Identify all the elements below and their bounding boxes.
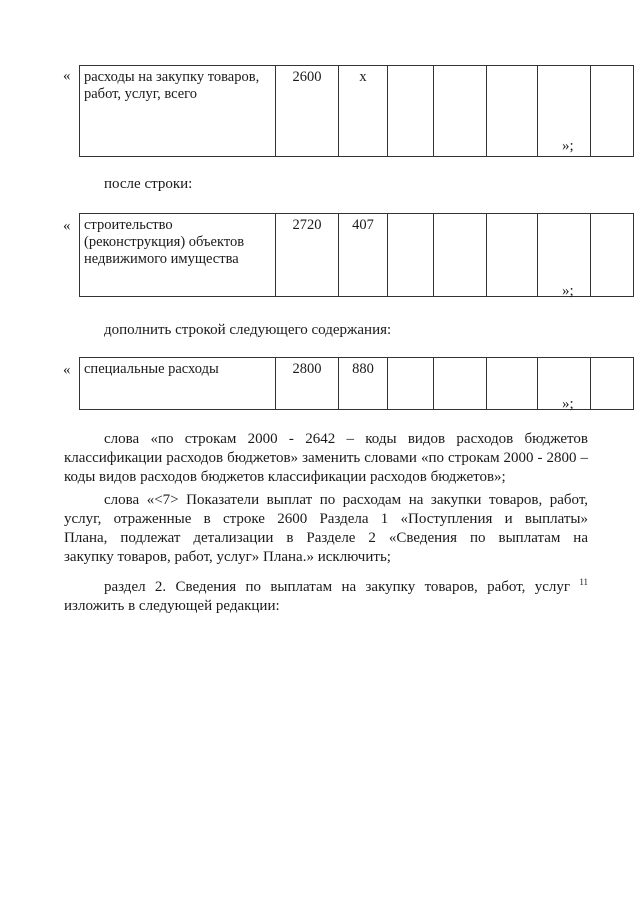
empty-cell [591, 358, 634, 410]
text-line [64, 573, 588, 597]
row-code: 2720 [276, 214, 339, 297]
footnote-mark: 11 [579, 577, 588, 587]
amendment-table-1 [79, 65, 634, 157]
row-code: 2800 [276, 358, 339, 410]
empty-cell [591, 214, 634, 297]
section-text: раздел 2. Сведения по выплатам на закупку товаров, работ, услуг [104, 579, 570, 595]
empty-cell [388, 358, 434, 410]
row-code-2: 880 [339, 358, 388, 410]
amendment-table-2 [79, 213, 634, 297]
add-line-label: дополнить строкой следующего содержания: [104, 322, 392, 338]
paragraph-remove-note [64, 491, 588, 567]
text-line: Плана, подлежат детализации в Разделе 2 «Сведения по выплатам на [64, 530, 588, 546]
text-line: коды видов расходов бюджетов классификации расходов бюджетов»; [64, 469, 506, 485]
paragraph-section-2 [64, 573, 588, 616]
empty-cell [487, 358, 538, 410]
row-name: специальные расходы [80, 358, 276, 410]
after-line-label: после строки: [104, 176, 193, 192]
empty-cell [487, 66, 538, 157]
row-code-2: х [339, 66, 388, 157]
empty-cell [434, 358, 487, 410]
empty-cell [388, 214, 434, 297]
paragraph-replace-words [64, 430, 588, 487]
empty-cell [388, 66, 434, 157]
closing-quote: »; [562, 138, 574, 154]
text-line: услуг, отраженные в строке 2600 Раздела 1 «Поступления и выплаты» [64, 511, 588, 527]
row-code-2: 407 [339, 214, 388, 297]
empty-cell [434, 214, 487, 297]
opening-quote: « [63, 68, 71, 84]
text-line: слова «по строкам 2000 - 2642 – коды видов расходов бюджетов [104, 431, 588, 447]
row-name: расходы на закупку товаров, работ, услуг, всего [80, 66, 276, 157]
text-line: изложить в следующей редакции: [64, 598, 280, 614]
opening-quote: « [63, 362, 71, 378]
empty-cell [591, 66, 634, 157]
empty-cell [434, 66, 487, 157]
amendment-table-3 [79, 357, 634, 410]
closing-quote: »; [562, 283, 574, 299]
text-line: классификации расходов бюджетов» заменить словами «по строкам 2000 - 2800 – [64, 450, 588, 466]
opening-quote: « [63, 218, 71, 234]
empty-cell [487, 214, 538, 297]
row-name: строительство (реконструкция) объектов недвижимого имущества [80, 214, 276, 297]
closing-quote: »; [562, 396, 574, 412]
text-line: слова «<7> Показатели выплат по расходам на закупки товаров, работ, [104, 492, 588, 508]
row-code: 2600 [276, 66, 339, 157]
text-line: закупку товаров, работ, услуг» Плана.» исключить; [64, 549, 391, 565]
